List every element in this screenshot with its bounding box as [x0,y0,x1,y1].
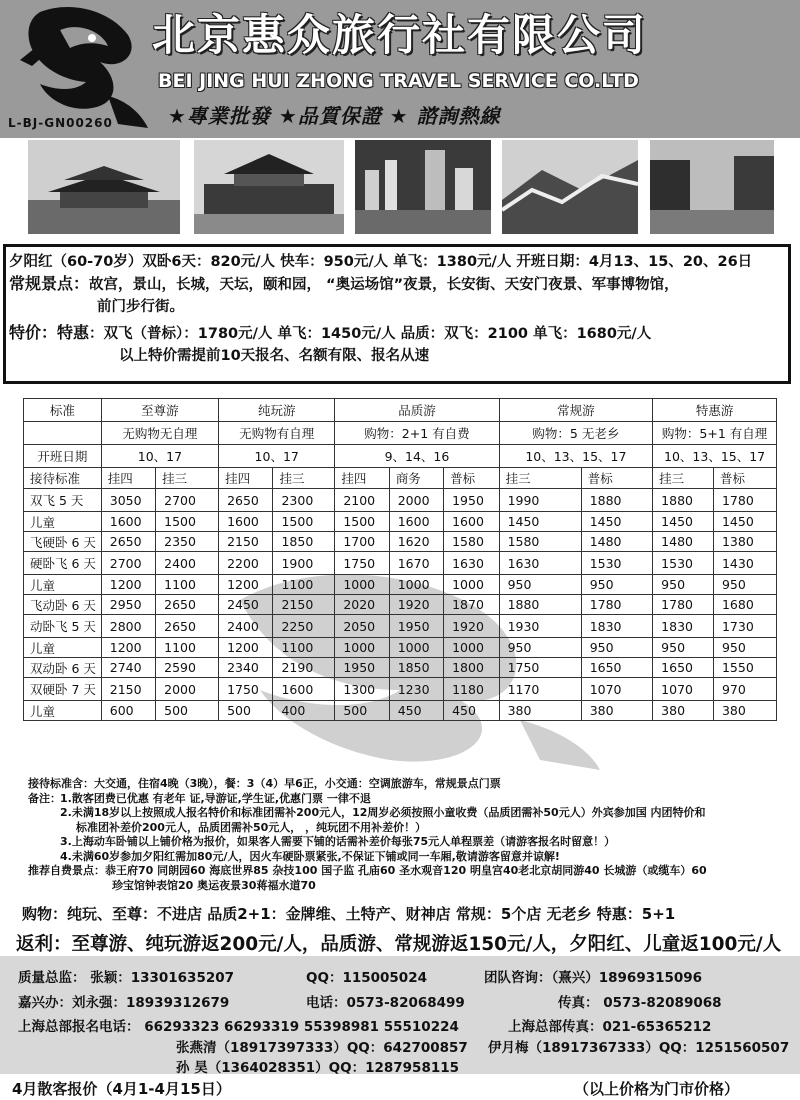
price-cell: 1780 [713,489,776,512]
footer-period: 4月散客报价（4月1-4月15日） [12,1080,231,1098]
subheader-cell: 商务 [389,468,443,489]
price-cell: 2020 [335,595,389,615]
notes-remark-3: 3.上海动车卧铺以上铺价格为报价，如果客人需要下铺的话需补差价每张75元人单程票差（请游客报名时留意！） [60,835,616,848]
price-cell: 2150 [273,595,335,615]
price-cell: 2700 [101,552,155,575]
price-cell: 2190 [273,658,335,678]
price-cell: 1950 [389,615,443,638]
price-cell: 1780 [581,595,652,615]
team-consult: 团队咨询：（熹兴）18969315096 [484,970,703,986]
price-cell: 1170 [499,678,581,701]
price-cell: 380 [713,701,776,721]
recommend-label: 推荐自费景点： [28,864,105,877]
route-label: 儿童 [24,638,102,658]
price-cell: 2650 [156,595,219,615]
price-row [24,678,777,701]
notes-remark-2b: 标准团补差价200元人，品质团需补50元人， ，纯玩团不用补差价！） [76,820,427,834]
contact-sun: 孙 昊（13640283​51）QQ：1287958115 [176,1060,460,1076]
price-cell: 1870 [444,595,499,615]
price-cell: 2450 [219,595,273,615]
price-cell: 380 [581,701,652,721]
price-cell: 2340 [219,658,273,678]
subheader-cell: 挂三 [156,468,219,489]
price-cell: 1180 [444,678,499,701]
shopping-cell: 无购物有自理 [219,422,335,445]
price-cell: 2150 [101,678,155,701]
price-cell: 2400 [219,615,273,638]
price-cell: 950 [499,638,581,658]
subheader-row [24,468,777,489]
sights-label: 常规景点： [9,274,90,293]
price-cell: 1620 [389,532,443,552]
price-cell: 1750 [219,678,273,701]
route-label: 硬卧飞 6 天 [24,552,102,575]
dates-cell: 9、14、16 [335,445,499,468]
price-cell: 1100 [156,575,219,595]
price-cell: 380 [499,701,581,721]
photo-tiananmen [194,140,344,234]
price-cell: 1900 [273,552,335,575]
price-cell: 2050 [335,615,389,638]
photo-temple [28,140,180,234]
price-cell: 1850 [273,532,335,552]
price-row [24,638,777,658]
price-cell: 1880 [499,595,581,615]
price-cell: 1480 [653,532,714,552]
slogan: ★專業批發 ★品質保證 ★ 諮詢熱線 [168,104,501,128]
price-cell: 2590 [156,658,219,678]
price-cell: 950 [713,575,776,595]
price-cell: 1630 [499,552,581,575]
price-cell: 1480 [581,532,652,552]
price-row [24,512,777,532]
price-cell: 1580 [444,532,499,552]
sights-list: 故宫，景山，长城，天坛，颐和园， “奥运场馆”夜景，长安街、天安门夜景、军事博物馆， [89,277,679,293]
shopping-cell: 无购物无自理 [101,422,218,445]
price-cell: 1500 [335,512,389,532]
tier-cell: 特惠游 [653,399,777,422]
price-cell: 1880 [653,489,714,512]
route-label: 飞动卧 6 天 [24,595,102,615]
contacts-block [0,956,800,1074]
price-cell: 1450 [581,512,652,532]
price-cell: 1000 [389,575,443,595]
price-cell: 1200 [101,575,155,595]
price-cell: 1670 [389,552,443,575]
shopping-summary: 购物：纯玩、至尊：不进店 品质2+1：金牌维、土特产、财神店 常规：5个店 无老乡 特惠：5+1 [22,905,676,923]
price-cell: 500 [156,701,219,721]
price-cell: 600 [101,701,155,721]
price-cell: 1930 [499,615,581,638]
subheader-cell: 挂三 [499,468,581,489]
price-cell: 2150 [219,532,273,552]
notes-recommend [28,864,788,879]
price-cell: 1880 [581,489,652,512]
price-cell: 1600 [273,678,335,701]
notes-remark-label: 备注： [28,791,61,805]
price-cell: 2300 [273,489,335,512]
price-cell: 1000 [335,638,389,658]
price-cell: 2000 [389,489,443,512]
price-row [24,658,777,678]
tier-cell: 至尊游 [101,399,218,422]
price-cell: 1200 [219,638,273,658]
notes-standard: 接待标准含：大交通，住宿4晚（3晚），餐：3（4）早6正，小交通：空调旅游车，常规景点门票 [28,777,501,790]
price-cell: 2200 [219,552,273,575]
price-cell: 1500 [156,512,219,532]
price-cell: 450 [389,701,443,721]
promo-line-sights-cont: 前门步行街。 [97,299,184,315]
shopping-cell: 购物：5+1 有自理 [653,422,777,445]
route-label: 双动卧 6 天 [24,658,102,678]
price-cell: 2650 [219,489,273,512]
price-cell: 1530 [581,552,652,575]
price-row [24,532,777,552]
price-cell: 1070 [653,678,714,701]
price-cell: 1780 [653,595,714,615]
price-cell: 2400 [156,552,219,575]
price-cell: 1990 [499,489,581,512]
price-cell: 1100 [273,575,335,595]
price-cell: 1100 [156,638,219,658]
price-cell: 380 [653,701,714,721]
tier-cell: 品质游 [335,399,499,422]
price-row [24,552,777,575]
price-cell: 3050 [101,489,155,512]
notes-remark-1: 1.散客团费已优惠 有老年 证,导游证,学生证,优惠门票 一律不退 [60,791,371,805]
dates-cell: 10、17 [219,445,335,468]
route-label: 儿童 [24,512,102,532]
subheader-cell: 挂四 [335,468,389,489]
contact-yi: 伊月梅（18917367333）QQ：1251560507 [488,1040,790,1056]
tier-cell: 纯玩游 [219,399,335,422]
price-cell: 1380 [713,532,776,552]
price-cell: 1830 [581,615,652,638]
price-cell: 1300 [335,678,389,701]
notes-remark-4: 4.未满60岁参加夕阳红需加80元/人，因火车硬卧票紧张,不保证下铺或同一车厢,敬请游客留意并谅解! [60,849,560,863]
price-cell: 1230 [389,678,443,701]
price-row [24,575,777,595]
quality-director: 质量总监： 张颖：13301635207 [18,970,235,986]
tier-header-row [24,399,777,422]
price-cell: 1550 [713,658,776,678]
dates-cell: 10、13、15、17 [653,445,777,468]
price-cell: 1200 [219,575,273,595]
rebate-summary: 返利：至尊游、纯玩游返200元/人，品质游、常规游返150元/人，夕阳红、儿童返100元/人 [16,934,782,955]
route-label: 飞硬卧 6 天 [24,532,102,552]
company-title-en: BEI JING HUI ZHONG TRAVEL SERVICE CO.LTD [158,70,639,92]
price-cell: 1750 [499,658,581,678]
price-row [24,701,777,721]
shopping-row [24,422,777,445]
price-cell: 1600 [219,512,273,532]
price-row [24,615,777,638]
price-cell: 1200 [101,638,155,658]
shanghai-fax: 上海总部传真：021-65365212 [508,1019,712,1035]
col-standard: 标准 [24,399,102,422]
recommend-list-1: 恭王府70 同朗园60 海底世界85 杂技100 国子监 孔庙60 圣水观音120 明皇宫40老北京胡同游40 长城游（或缆车）60 [105,864,707,877]
price-cell: 1070 [581,678,652,701]
dates-cell: 10、17 [101,445,218,468]
price-cell: 1450 [499,512,581,532]
price-cell: 1680 [713,595,776,615]
price-cell: 500 [219,701,273,721]
contact-zhang: 张燕清（18917397333）QQ：642700857 [176,1040,468,1056]
route-label: 动卧飞 5 天 [24,615,102,638]
notes-block [28,777,788,893]
price-cell: 1600 [444,512,499,532]
price-cell: 950 [653,575,714,595]
price-cell: 1000 [444,575,499,595]
dates-cell: 10、13、15、17 [499,445,653,468]
price-row [24,489,777,512]
price-cell: 950 [653,638,714,658]
shopping-cell: 购物：2+1 有自费 [335,422,499,445]
price-cell: 2800 [101,615,155,638]
photo-city [355,140,491,234]
promo-line-notice: 以上特价需提前10天报名、名额有限、报名从速 [119,348,430,364]
jiaxing-office: 嘉兴办：刘永强：18939312679 [18,995,230,1011]
subheader-cell: 普标 [444,468,499,489]
price-cell: 950 [581,638,652,658]
price-cell: 500 [335,701,389,721]
price-cell: 1700 [335,532,389,552]
price-row [24,595,777,615]
special-prices: ：双飞（普标）：1780元/人 单飞：1450元/人 品质：双飞：2100 单飞：1680元/人 [89,326,652,342]
shopping-cell: 购物：5 无老乡 [499,422,653,445]
price-cell: 1530 [653,552,714,575]
price-cell: 1000 [335,575,389,595]
price-cell: 1500 [273,512,335,532]
dates-label: 开班日期 [24,445,102,468]
price-cell: 970 [713,678,776,701]
price-cell: 1600 [101,512,155,532]
price-cell: 1750 [335,552,389,575]
quality-director-qq: QQ：115005024 [306,970,427,986]
license-number: L-BJ-GN00260 [8,116,113,130]
footer-note: （以上价格为门市价格） [574,1080,740,1098]
price-cell: 2350 [156,532,219,552]
price-cell: 1850 [389,658,443,678]
subheader-cell: 挂四 [101,468,155,489]
price-cell: 400 [273,701,335,721]
price-cell: 1000 [389,638,443,658]
price-cell: 950 [581,575,652,595]
promo-line-sights [9,273,788,296]
subheader-cell: 挂三 [653,468,714,489]
price-cell: 1950 [335,658,389,678]
jiaxing-phone: 电话：0573-82068499 [306,995,465,1011]
price-cell: 1650 [653,658,714,678]
price-cell: 2650 [101,532,155,552]
shanghai-signup: 上海总部报名电话： 66293323 66293319 55398981 55510224 [18,1019,459,1035]
price-cell: 1430 [713,552,776,575]
price-cell: 2700 [156,489,219,512]
price-cell: 2100 [335,489,389,512]
price-cell: 1450 [653,512,714,532]
notes-remark-2: 2.未满18岁以上按照成人报名特价和标准团需补200元人，12周岁必须按照小童收费（品质团需补50元人）外宾参加国 内团特价和 [60,806,706,819]
dates-row [24,445,777,468]
route-label: 儿童 [24,575,102,595]
std-label: 接待标准 [24,468,102,489]
price-cell: 1450 [713,512,776,532]
tier-cell: 常规游 [499,399,653,422]
price-cell: 1630 [444,552,499,575]
price-cell: 1920 [389,595,443,615]
price-cell: 2740 [101,658,155,678]
promo-box [3,244,791,384]
photo-great-wall [502,140,638,234]
photo-water-town [650,140,774,234]
price-cell: 1800 [444,658,499,678]
price-cell: 2650 [156,615,219,638]
price-cell: 2250 [273,615,335,638]
subheader-cell: 普标 [581,468,652,489]
subheader-cell: 普标 [713,468,776,489]
price-cell: 2950 [101,595,155,615]
price-cell: 1580 [499,532,581,552]
price-body [24,489,777,721]
special-label: 特价：特惠 [9,323,90,342]
price-cell: 1600 [389,512,443,532]
price-cell: 450 [444,701,499,721]
subheader-cell: 挂四 [219,468,273,489]
route-label: 双硬卧 7 天 [24,678,102,701]
promo-line-special [9,322,788,345]
header-banner [0,0,800,138]
jiaxing-fax: 传真： 0573-82089068 [558,995,722,1011]
route-label: 双飞 5 天 [24,489,102,512]
photo-strip [28,140,778,236]
blank-cell [24,422,102,445]
price-cell: 1100 [273,638,335,658]
route-label: 儿童 [24,701,102,721]
price-cell: 2000 [156,678,219,701]
price-cell: 1920 [444,615,499,638]
company-title-cn: 北京惠众旅行社有限公司 [152,11,647,61]
price-cell: 950 [499,575,581,595]
price-cell: 1730 [713,615,776,638]
price-cell: 1950 [444,489,499,512]
promo-line-sunset: 夕阳红（60-70岁）双卧6天：820元/人 快车：950元/人 单飞：1380元/人 开班日期：4月13、15、20、26日 [9,254,753,270]
subheader-cell: 挂三 [273,468,335,489]
price-cell: 1830 [653,615,714,638]
price-cell: 1650 [581,658,652,678]
price-cell: 1000 [444,638,499,658]
recommend-list-2: 珍宝馆钟表馆20 奥运夜景30蒋福水道70 [112,878,316,892]
price-table [23,398,777,721]
price-cell: 950 [713,638,776,658]
